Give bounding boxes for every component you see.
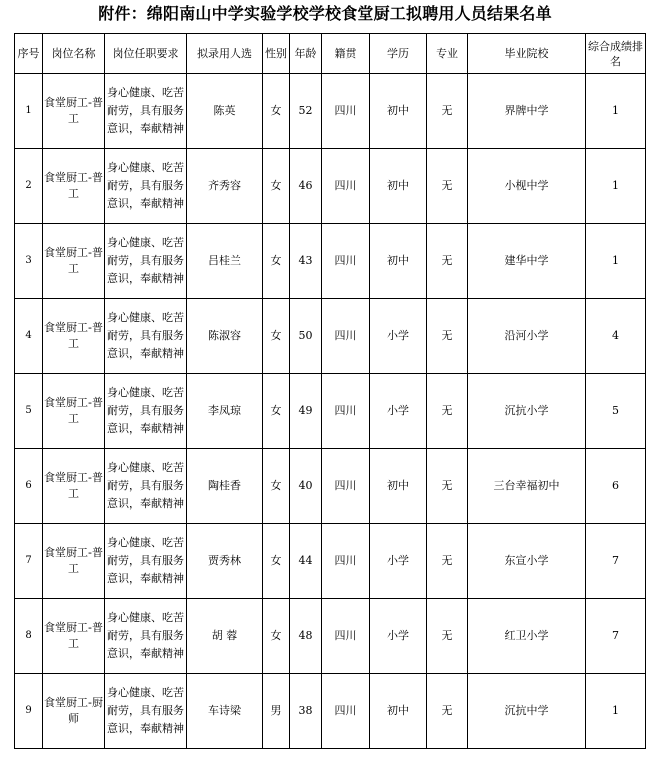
cell-education: 小学 xyxy=(370,374,427,449)
cell-requirements: 身心健康、吃苦耐劳，具有服务意识，奉献精神 xyxy=(105,224,187,299)
cell-gender: 女 xyxy=(263,599,290,674)
cell-name: 李凤琼 xyxy=(187,374,263,449)
table-row xyxy=(15,74,646,149)
header-major: 专业 xyxy=(427,34,468,74)
cell-native: 四川 xyxy=(322,599,370,674)
results-table xyxy=(14,33,646,749)
cell-seq: 3 xyxy=(15,224,43,299)
cell-gender: 女 xyxy=(263,74,290,149)
cell-school: 红卫小学 xyxy=(468,599,586,674)
cell-name: 齐秀容 xyxy=(187,149,263,224)
table-row xyxy=(15,674,646,749)
cell-requirements: 身心健康、吃苦耐劳，具有服务意识，奉献精神 xyxy=(105,74,187,149)
table-row xyxy=(15,299,646,374)
cell-major: 无 xyxy=(427,299,468,374)
cell-rank: 6 xyxy=(586,449,646,524)
header-seq: 序号 xyxy=(15,34,43,74)
cell-education: 初中 xyxy=(370,74,427,149)
table-row xyxy=(15,524,646,599)
cell-position: 食堂厨工-普工 xyxy=(43,374,105,449)
cell-rank: 7 xyxy=(586,524,646,599)
cell-rank: 7 xyxy=(586,599,646,674)
cell-gender: 男 xyxy=(263,674,290,749)
cell-rank: 1 xyxy=(586,224,646,299)
cell-age: 48 xyxy=(290,599,322,674)
cell-name: 陈淑容 xyxy=(187,299,263,374)
cell-name: 吕桂兰 xyxy=(187,224,263,299)
cell-school: 沉抗小学 xyxy=(468,374,586,449)
cell-gender: 女 xyxy=(263,224,290,299)
cell-gender: 女 xyxy=(263,449,290,524)
cell-native: 四川 xyxy=(322,74,370,149)
cell-major: 无 xyxy=(427,674,468,749)
cell-requirements: 身心健康、吃苦耐劳，具有服务意识，奉献精神 xyxy=(105,374,187,449)
cell-native: 四川 xyxy=(322,449,370,524)
cell-position: 食堂厨工-普工 xyxy=(43,74,105,149)
cell-age: 50 xyxy=(290,299,322,374)
cell-education: 初中 xyxy=(370,224,427,299)
cell-school: 界牌中学 xyxy=(468,74,586,149)
cell-education: 初中 xyxy=(370,449,427,524)
header-education: 学历 xyxy=(370,34,427,74)
cell-native: 四川 xyxy=(322,674,370,749)
cell-requirements: 身心健康、吃苦耐劳，具有服务意识，奉献精神 xyxy=(105,674,187,749)
table-row xyxy=(15,149,646,224)
cell-age: 40 xyxy=(290,449,322,524)
cell-age: 43 xyxy=(290,224,322,299)
cell-school: 小枧中学 xyxy=(468,149,586,224)
cell-education: 小学 xyxy=(370,299,427,374)
cell-major: 无 xyxy=(427,149,468,224)
cell-position: 食堂厨工-普工 xyxy=(43,449,105,524)
header-native: 籍贯 xyxy=(322,34,370,74)
cell-name: 陈英 xyxy=(187,74,263,149)
cell-education: 初中 xyxy=(370,149,427,224)
cell-gender: 女 xyxy=(263,524,290,599)
table-row xyxy=(15,599,646,674)
cell-native: 四川 xyxy=(322,524,370,599)
cell-requirements: 身心健康、吃苦耐劳，具有服务意识，奉献精神 xyxy=(105,299,187,374)
cell-school: 建华中学 xyxy=(468,224,586,299)
header-school: 毕业院校 xyxy=(468,34,586,74)
cell-education: 小学 xyxy=(370,524,427,599)
table-row xyxy=(15,374,646,449)
cell-education: 小学 xyxy=(370,599,427,674)
document-title: 附件：绵阳南山中学实验学校学校食堂厨工拟聘用人员结果名单 xyxy=(98,4,552,23)
cell-seq: 9 xyxy=(15,674,43,749)
cell-position: 食堂厨工-普工 xyxy=(43,599,105,674)
cell-native: 四川 xyxy=(322,224,370,299)
cell-name: 贾秀林 xyxy=(187,524,263,599)
cell-native: 四川 xyxy=(322,149,370,224)
cell-position: 食堂厨工-普工 xyxy=(43,149,105,224)
cell-major: 无 xyxy=(427,374,468,449)
cell-gender: 女 xyxy=(263,149,290,224)
cell-school: 沿河小学 xyxy=(468,299,586,374)
header-age: 年龄 xyxy=(290,34,322,74)
cell-requirements: 身心健康、吃苦耐劳，具有服务意识，奉献精神 xyxy=(105,524,187,599)
header-requirements: 岗位任职要求 xyxy=(105,34,187,74)
cell-age: 52 xyxy=(290,74,322,149)
cell-major: 无 xyxy=(427,224,468,299)
cell-seq: 4 xyxy=(15,299,43,374)
cell-seq: 6 xyxy=(15,449,43,524)
cell-gender: 女 xyxy=(263,299,290,374)
cell-position: 食堂厨工-普工 xyxy=(43,299,105,374)
cell-age: 49 xyxy=(290,374,322,449)
cell-seq: 8 xyxy=(15,599,43,674)
cell-requirements: 身心健康、吃苦耐劳，具有服务意识，奉献精神 xyxy=(105,599,187,674)
cell-native: 四川 xyxy=(322,374,370,449)
cell-school: 三台幸福初中 xyxy=(468,449,586,524)
cell-requirements: 身心健康、吃苦耐劳，具有服务意识，奉献精神 xyxy=(105,449,187,524)
cell-age: 46 xyxy=(290,149,322,224)
cell-name: 车诗梁 xyxy=(187,674,263,749)
cell-name: 陶桂香 xyxy=(187,449,263,524)
cell-seq: 1 xyxy=(15,74,43,149)
cell-rank: 1 xyxy=(586,149,646,224)
cell-education: 初中 xyxy=(370,674,427,749)
cell-position: 食堂厨工-普工 xyxy=(43,524,105,599)
table-header-row xyxy=(15,34,646,74)
cell-requirements: 身心健康、吃苦耐劳，具有服务意识，奉献精神 xyxy=(105,149,187,224)
header-gender: 性别 xyxy=(263,34,290,74)
cell-gender: 女 xyxy=(263,374,290,449)
cell-native: 四川 xyxy=(322,299,370,374)
cell-seq: 5 xyxy=(15,374,43,449)
cell-rank: 5 xyxy=(586,374,646,449)
cell-age: 44 xyxy=(290,524,322,599)
cell-rank: 1 xyxy=(586,674,646,749)
table-row xyxy=(15,449,646,524)
cell-seq: 7 xyxy=(15,524,43,599)
cell-major: 无 xyxy=(427,74,468,149)
cell-seq: 2 xyxy=(15,149,43,224)
cell-major: 无 xyxy=(427,599,468,674)
cell-rank: 4 xyxy=(586,299,646,374)
cell-school: 东宣小学 xyxy=(468,524,586,599)
header-rank: 综合成绩排名 xyxy=(586,34,646,74)
cell-position: 食堂厨工-普工 xyxy=(43,224,105,299)
cell-name: 胡 蓉 xyxy=(187,599,263,674)
cell-position: 食堂厨工-厨师 xyxy=(43,674,105,749)
cell-school: 沉抗中学 xyxy=(468,674,586,749)
cell-rank: 1 xyxy=(586,74,646,149)
header-position: 岗位名称 xyxy=(43,34,105,74)
table-row xyxy=(15,224,646,299)
cell-major: 无 xyxy=(427,524,468,599)
header-name: 拟录用人选 xyxy=(187,34,263,74)
cell-major: 无 xyxy=(427,449,468,524)
cell-age: 38 xyxy=(290,674,322,749)
